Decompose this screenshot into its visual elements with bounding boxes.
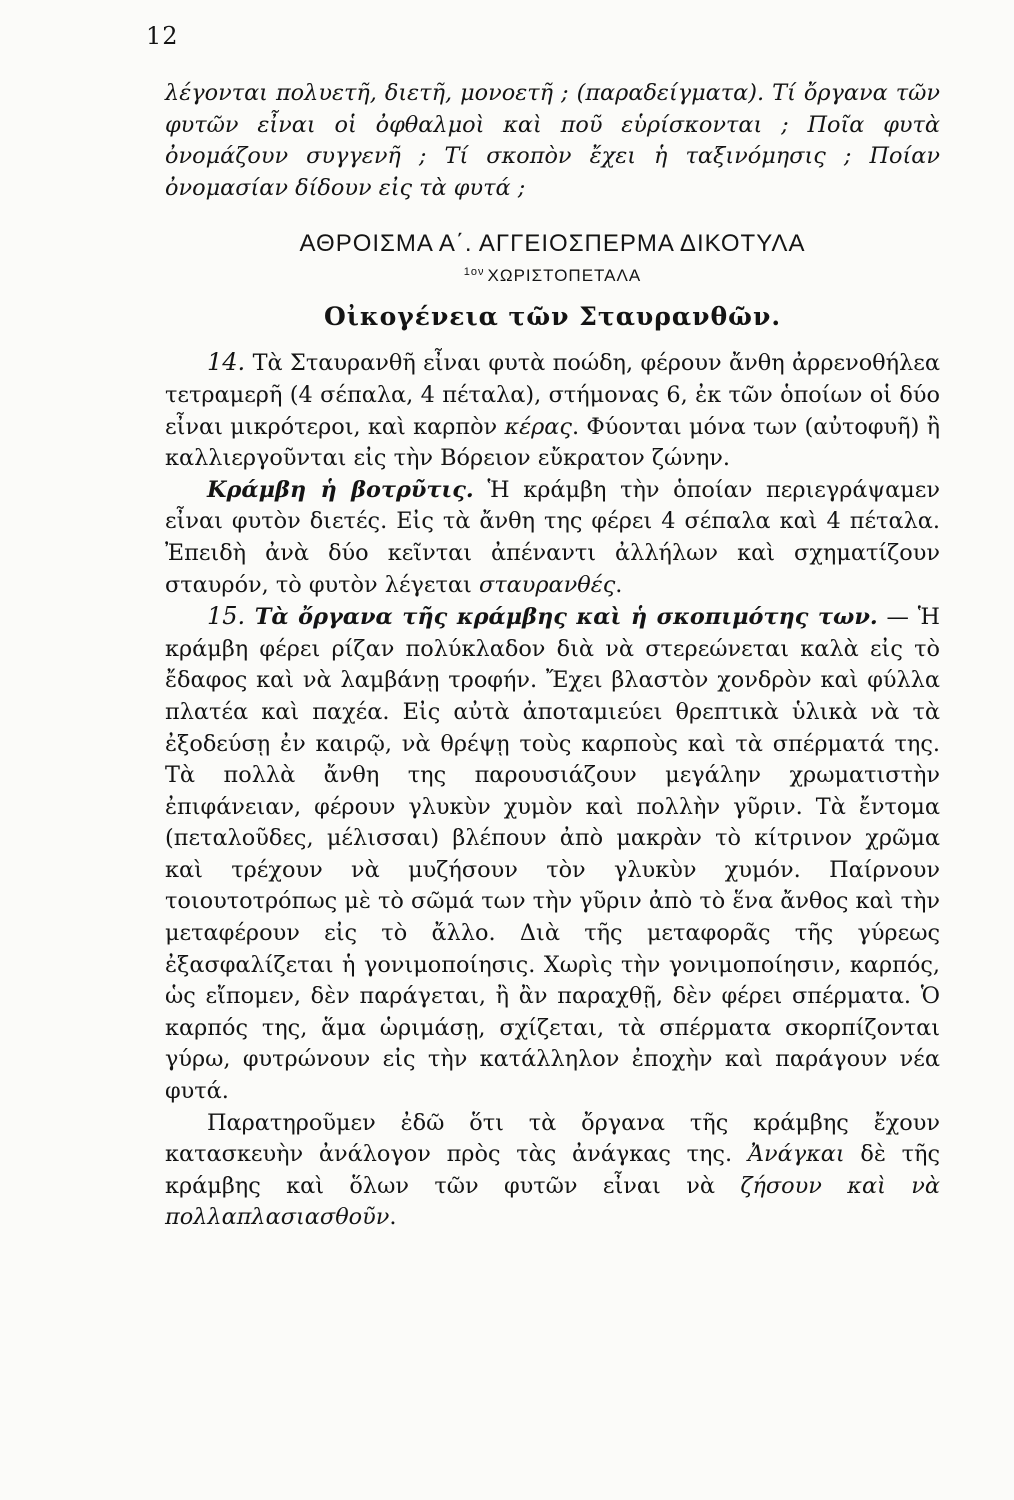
subgroup-title: ΧΩΡΙΣΤΟΠΕΤΑΛΑ [487,266,642,286]
emphasis-term: σταυρανθές [478,571,616,598]
section-dash: — [877,604,909,631]
section-text: Ἡ κράμβη φέρει ρίζαν πολύκλαδον διὰ νὰ στερεώνεται καλὰ εἰς τὸ ἔδαφος καὶ νὰ λαμβάνῃ τροφήν. Ἔχει βλαστὸν χονδρὸν καὶ φύλλα πλατέα καὶ παχέα. Εἰς αὐτὰ ἀποταμιεύει θρεπτικὰ ὑλικὰ νὰ τὰ ἐξοδεύσῃ ἐν καιρῷ, νὰ θρέψῃ τοὺς καρποὺς καὶ τὰ σπέρματά της. Τὰ πολλὰ ἄνθη της παρουσιάζουν μεγάλην χρωματιστὴν ἐπιφάνειαν, φέρουν γλυκὺν χυμὸν καὶ πολλὴν γῦριν. Τὰ ἔντομα (πεταλοῦδες, μέλισσαι) βλέπουν ἀπὸ μακρὰν τὸ κίτρινον χρῶμα καὶ τρέχουν νὰ μυζήσουν τὸν γλυκὺν χυμόν. Παίρνουν τοιουτοτρόπως μὲ τὸ σῶμά των τὴν γῦριν ἀπὸ τὸ ἕνα ἄνθος καὶ τὴν μεταφέρουν εἰς τὸ ἄλλο. Διὰ τῆς μεταφορᾶς τῆς γύρεως ἐξασφαλίζεται ἡ γονιμοποίησις. Χωρὶς τὴν γονιμοποίησιν, καρπός, ὡς εἴπομεν, δὲν παράγεται, ἢ ἂν παραχθῇ, δὲν φέρει σπέρματα. Ὁ καρπός της, ἅμα ὡριμάσῃ, σχίζεται, τὰ σπέρματα σκορπίζονται γύρω, φυτρώνουν εἰς τὴν κατάλληλον ἐποχὴν καὶ παράγουν νέα φυτά. [165,604,941,1105]
section-number: 15. [207,602,246,631]
emphasis-term: ζήσουν καὶ νὰ πολλαπλασιασθοῦν [165,1172,940,1231]
species-text: Ἡ κράμβη τὴν ὁποίαν περιεγράψαμεν εἶναι φυτὸν διετές. Εἰς τὰ ἄνθη της φέρει 4 σέπαλα καὶ 4 πέταλα. Ἐπειδὴ ἀνὰ δύο κεῖνται ἀπέναντι ἀλλήλων καὶ σχηματίζουν σταυρόν, τὸ φυτὸν λέγεται [165,476,940,598]
review-questions: λέγονται πολυετῆ, διετῆ, μονοετῆ ; (παραδείγματα). Τί ὄργανα τῶν φυτῶν εἶναι οἱ ὀφθαλμοὶ καὶ ποῦ εὑρίσκονται ; Ποῖα φυτὰ ὀνομάζουν συγγενῆ ; Τί σκοπὸν ἔχει ἡ ταξινόμησις ; Ποίαν ὀνομασίαν δίδουν εἰς τὰ φυτά ; [165,80,940,201]
subgroup-ordinal: 1ον [463,266,485,279]
emphasis-term: κέρας [504,413,572,440]
section-title: Τὰ ὄργανα τῆς κράμβης καὶ ἡ σκοπιμότης των. [245,604,878,631]
section-number: 14. [207,348,246,377]
closing-text: Παρατηροῦμεν ἐδῶ ὅτι τὰ ὄργανα τῆς κράμβης ἔχουν κατασκευὴν ἀνάλογον πρὸς τὰς ἀνάγκας της. [165,1109,940,1168]
emphasis-term: Ἀνάγκαι [747,1141,845,1168]
closing-text-cont: δὲ τῆς κράμβης καὶ ὅλων τῶν φυτῶν εἶναι νὰ [165,1141,940,1199]
krambi-paragraph [165,475,940,601]
closing-text-end: . [389,1204,397,1231]
species-title: Κράμβη ἡ βοτρῦτις. [207,476,474,503]
family-heading: Οἰκογένεια τῶν Σταυρανθῶν. [323,302,782,332]
section-15 [165,601,940,1108]
section-14 [165,347,940,474]
section-text: Τὰ Σταυρανθῆ εἶναι φυτὰ ποώδη, φέρουν ἄνθη ἀρρενοθήλεα τετραμερῆ (4 σέπαλα, 4 πέταλα), στήμονας 6, ἐκ τῶν ὁποίων οἱ δύο εἶναι μικρότεροι, καὶ καρπὸν [165,350,940,440]
subgroup-heading [165,266,940,286]
closing-paragraph [165,1108,940,1234]
page-number: 12 [146,22,179,50]
species-text-end: . [615,571,623,598]
page-body [165,78,940,1234]
section-text-cont: . Φύονται μόνα των (αὐτοφυῆ) ἢ καλλιεργοῦνται εἰς τὴν Βόρειον εὔκρατον ζώνην. [165,413,940,472]
group-heading: ΑΘΡΟΙΣΜΑ Α΄. ΑΓΓΕΙΟΣΠΕΡΜΑ ΔΙΚΟΤΥΛΑ [299,230,806,258]
